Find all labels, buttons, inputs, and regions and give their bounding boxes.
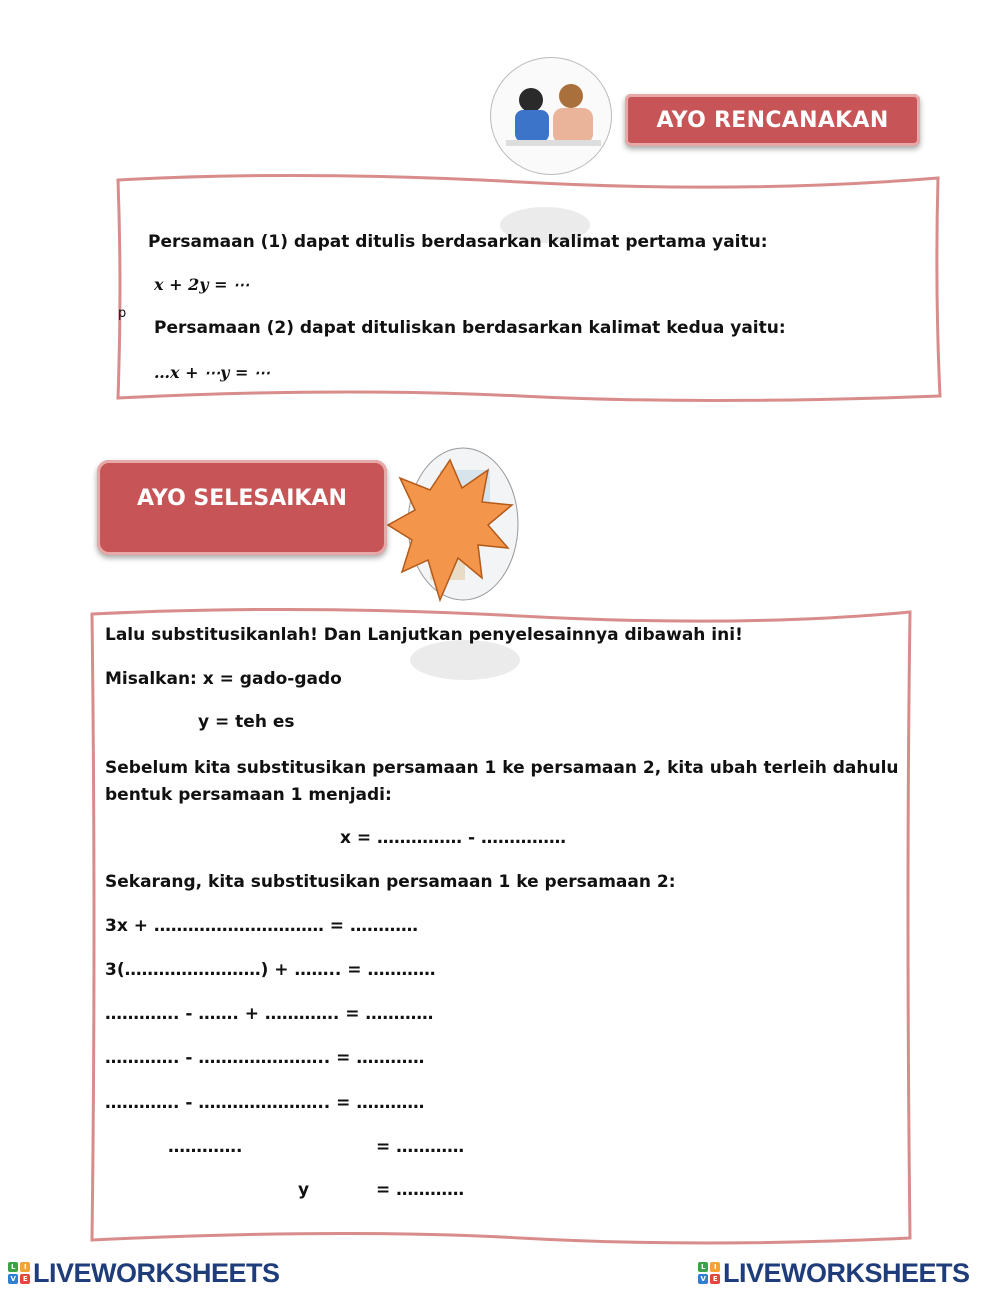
ayo-selesaikan-badge: AYO SELESAIKAN bbox=[97, 460, 387, 555]
student-teacher-photo bbox=[490, 57, 612, 175]
before-line-1: Sebelum kita substitusikan persamaan 1 ke persamaan 2, kita ubah terleih dahulu bbox=[105, 758, 899, 778]
logo-blocks-icon: L I V E bbox=[698, 1262, 720, 1284]
ayo-rencanakan-badge: AYO RENCANAKAN bbox=[625, 94, 920, 146]
solve-intro: Lalu substitusikanlah! Dan Lanjutkan penyelesainnya dibawah ini! bbox=[105, 625, 743, 645]
logo-text: LIVEWORKSHEETS bbox=[33, 1257, 280, 1288]
step-7-left: y bbox=[298, 1180, 310, 1200]
plan-line-2: Persamaan (2) dapat dituliskan berdasarkan kalimat kedua yaitu: bbox=[154, 318, 786, 338]
logo-blocks-icon: L I V E bbox=[8, 1262, 30, 1284]
liveworksheets-logo-right bbox=[698, 1257, 970, 1288]
plan-marker: p bbox=[118, 306, 127, 321]
step-6-left: …………. bbox=[168, 1137, 243, 1157]
step-line: …………. - ……. + …………. = ………… bbox=[105, 1004, 434, 1024]
let-y: y = teh es bbox=[198, 712, 295, 732]
step-line: 3(……………………) + …….. = ………… bbox=[105, 960, 436, 980]
plan-equation-1: x + 2y = ⋯ bbox=[154, 275, 250, 294]
step-line: 3x + ………………………… = ………… bbox=[105, 916, 418, 936]
shadow-blob bbox=[410, 640, 520, 680]
step-7-right: = ………… bbox=[376, 1180, 465, 1200]
before-line-2: bentuk persamaan 1 menjadi: bbox=[105, 785, 392, 805]
let-x: Misalkan: x = gado-gado bbox=[105, 669, 342, 689]
step-line: …………. - ………………….. = ………… bbox=[105, 1048, 425, 1068]
liveworksheets-logo-left bbox=[8, 1257, 280, 1288]
step-6-right: = ………… bbox=[376, 1137, 465, 1157]
plan-equation-2: …x + ⋯y = ⋯ bbox=[154, 363, 270, 382]
logo-text: LIVEWORKSHEETS bbox=[723, 1257, 970, 1288]
x-expression: x = …………… - …………… bbox=[340, 828, 566, 848]
substitute-line: Sekarang, kita substitusikan persamaan 1 ke persamaan 2: bbox=[105, 872, 676, 892]
student-teacher-illustration bbox=[491, 58, 611, 174]
plan-line-1: Persamaan (1) dapat ditulis berdasarkan kalimat pertama yaitu: bbox=[148, 232, 768, 252]
step-line: …………. - ………………….. = ………… bbox=[105, 1093, 425, 1113]
